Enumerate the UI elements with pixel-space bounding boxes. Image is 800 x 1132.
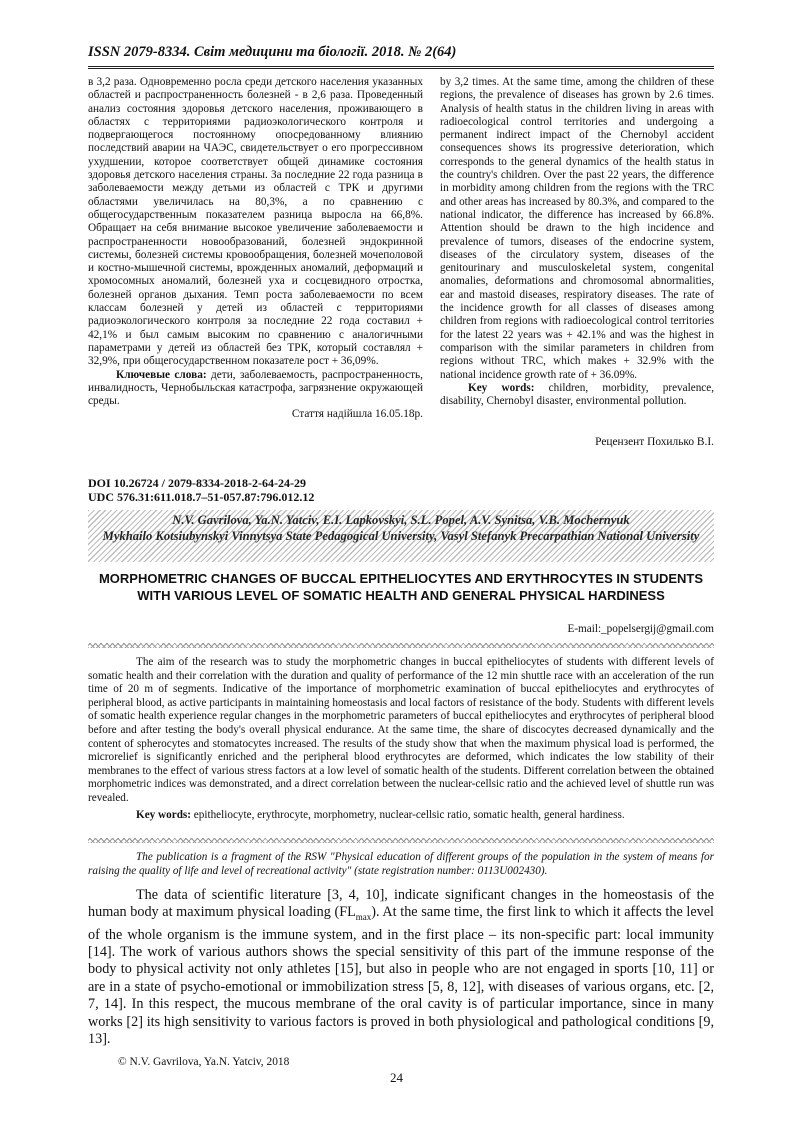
article-keywords bbox=[88, 809, 714, 823]
russian-keywords-label: Ключевые слова: bbox=[116, 368, 207, 381]
publication-fragment-note: The publication is a fragment of the RSW "Physical education of different groups of the population in the system of means for raising the quality of life and level of recreational activity" (state registration number: 0113U002430). bbox=[88, 851, 714, 877]
russian-summary-text: в 3,2 раза. Одновременно росла среди детского населения указанных областей и распространенность болезней - в 2,6 раза. Проведенный анализ состояния здоровья детского населения, проживающего в областях с территориями радиоэкологического контроля и подвергающегося постоянному опосредованному влиянию последствий аварии на ЧАЭС, свидетельствует о его прогрессивном ухудшении, которое соответствует общей динамике состояния здоровья детского населения страны. За последние 22 года разница в заболеваемости между детьми из областей с ТРК и другими областями увеличилась на 80,3%, а по сравнению с общегосударственным показателем разница выросла на 66,8%. Обращает на себя внимание высокое увеличение заболеваемости и распространенности новообразований, болезней эндокринной системы, болезней системы кровообращения, болезней мочеполовой и костно-мышечной системы, врожденных аномалий, деформаций и хромосомных аномалий, болезней уха и сосцевидного отростка, болезней органов дыхания. Темп роста заболеваемости по всем классам болезней у детей из областей с территориями радиоэкологического контроля за последние 22 года составил + 42,1% и был самым высоким по сравнению с аналогичными параметрами у детей из областей без ТРК, который составлял + 32,9%, при общегосударственном показателе рост + 36,09%. bbox=[88, 76, 423, 368]
english-summary-text: by 3,2 times. At the same time, among the children of these regions, the prevalence of diseases has grown by 2.6 times. Analysis of health status in the children living in areas with radioecological control territories and undergoing a permanent indirect impact of the Chernobyl accident consequences shows its progressive deterioration, which corresponds to the general dynamics of the health status in the country's children. Over the past 22 years, the difference in morbidity among children from the regions with the TRC and other areas has increased by 80.3%, and compared to the national indicator, the difference has increased by 66.8%. Attention should be drawn to the high incidence and prevalence of tumors, diseases of the endocrine system, diseases of the circulatory system, diseases of the genitourinary and musculoskeletal system, congenital anomalies, deformations and chromosomal abnormalities, ear and mastoid diseases, respiratory diseases. The rate of the incidence growth for all classes of diseases among children from regions with radioecological control territories for the latest 22 years was + 42.1% and was the highest in comparison with the similar parameters in children from regions without TRC, which makes + 32.9% with the national incidence growth rate of + 36.09%. bbox=[440, 76, 714, 381]
author-affiliation: Mykhailo Kotsiubynskyi Vinnytsya State Pedagogical University, Vasyl Stefanyk Precarpathian National University bbox=[102, 528, 700, 543]
abstract-text: The aim of the research was to study the morphometric changes in buccal epitheliocytes of students with different levels of somatic health and their correlation with the duration and quality of performance of the 12 min shuttle race with an acceleration of the run time of 20 m of segments. Indicative of the importance of morphometric examination of buccal epitheliocytes and erythrocytes of peripheral blood, as active participants in maintaining homeostasis and local factors of resistance of the body. Students with different levels of somatic health experience regular changes in the morphometric parameters of buccal epitheliocytes and erythrocytes of peripheral blood before and after testing the body's overall physical endurance. At the same time, the share of discocytes decreased dynamically and the content of spherocytes and stomatocytes increased. The results of the study show that when the maximum physical load is performed, the microrelief is significantly enriched and the peripheral blood erythrocytes are deformed, which indicates the low stability of their membranes to the effect of various stress factors at a low level of somatic health of the students. Different correlation between the obtained morphometric indices was demonstrated, and a direct correlation between the nuclear-cellsic ratio and the achieved level of shuttle run was revealed. bbox=[88, 656, 714, 804]
right-column-english-summary bbox=[440, 76, 714, 408]
reviewer-note: Рецензент Похилько В.І. bbox=[595, 436, 714, 448]
body-subscript: max bbox=[355, 912, 372, 923]
russian-keywords-text: дети, заболеваемость, распространенность, инвалидность, Чернобыльская катастрофа, загрязнение окружающей среды. bbox=[88, 368, 423, 408]
left-column-russian-summary bbox=[88, 76, 423, 422]
article-keywords-text: epitheliocyte, erythrocyte, morphometry, nuclear-cellsic ratio, somatic health, general hardiness. bbox=[193, 808, 625, 821]
doi-line: DOI 10.26724 / 2079-8334-2018-2-64-24-29 bbox=[88, 476, 306, 490]
copyright-notice: © N.V. Gavrilova, Ya.N. Yatciv, 2018 bbox=[118, 1056, 290, 1068]
introduction-paragraph bbox=[88, 887, 714, 1048]
doi-udc-block bbox=[88, 476, 314, 504]
received-date: Стаття надійшла 16.05.18р. bbox=[291, 408, 423, 421]
authors-block bbox=[88, 513, 714, 544]
udc-line: UDC 576.31:611.018.7–51-057.87:796.012.12 bbox=[88, 490, 315, 504]
russian-keywords bbox=[88, 369, 423, 409]
header-rule bbox=[88, 66, 714, 69]
english-keywords bbox=[440, 382, 714, 409]
author-list: N.V. Gavrilova, Ya.N. Yatciv, E.I. Lapkovskyi, S.L. Popel, A.V. Synitsa, V.B. Mochernyuk bbox=[172, 513, 630, 527]
abstract-top-divider bbox=[88, 643, 714, 648]
abstract-block bbox=[88, 656, 714, 822]
journal-header: ISSN 2079-8334. Світ медицини та біології. 2018. № 2(64) bbox=[88, 44, 457, 60]
english-keywords-text: children, morbidity, prevalence, disability, Chernobyl disaster, environmental pollution. bbox=[440, 381, 715, 408]
contact-email: E-mail:_popelsergij@gmail.com bbox=[567, 623, 714, 635]
article-keywords-label: Key words: bbox=[136, 808, 191, 821]
english-keywords-label: Key words: bbox=[468, 381, 535, 394]
abstract-bottom-divider bbox=[88, 838, 714, 843]
body-text-part2: ). At the same time, the first link to which it affects the level of the whole organism is the immune system, and in the first place – its non-specific part: local immunity [14]. The work of various authors shows the special sensitivity of this part of the immune response of the body to physical activity not only athletes [15], but also in people who are not engaged in sports [10, 11] or are in a state of psycho-emotional or immobilization stress [5, 8, 12], with diseases of various organs, etc. [2, 7, 14]. In this respect, the mucous membrane of the oral cavity is of particular importance, since in many works [2] its high sensitivity to various factors is proved in both physiological and pathological conditions [9, 13]. bbox=[88, 904, 714, 1048]
body-text-part1: The data of scientific literature [3, 4, 10], indicate significant changes in the homeostasis of the human body at maximum physical loading (FL bbox=[88, 887, 714, 921]
page-number: 24 bbox=[390, 1070, 403, 1085]
article-title: MORPHOMETRIC CHANGES OF BUCCAL EPITHELIOCYTES AND ERYTHROCYTES IN STUDENTS WITH VARIOUS LEVEL OF SOMATIC HEALTH AND GENERAL PHYSICAL HARDINESS bbox=[98, 571, 704, 603]
